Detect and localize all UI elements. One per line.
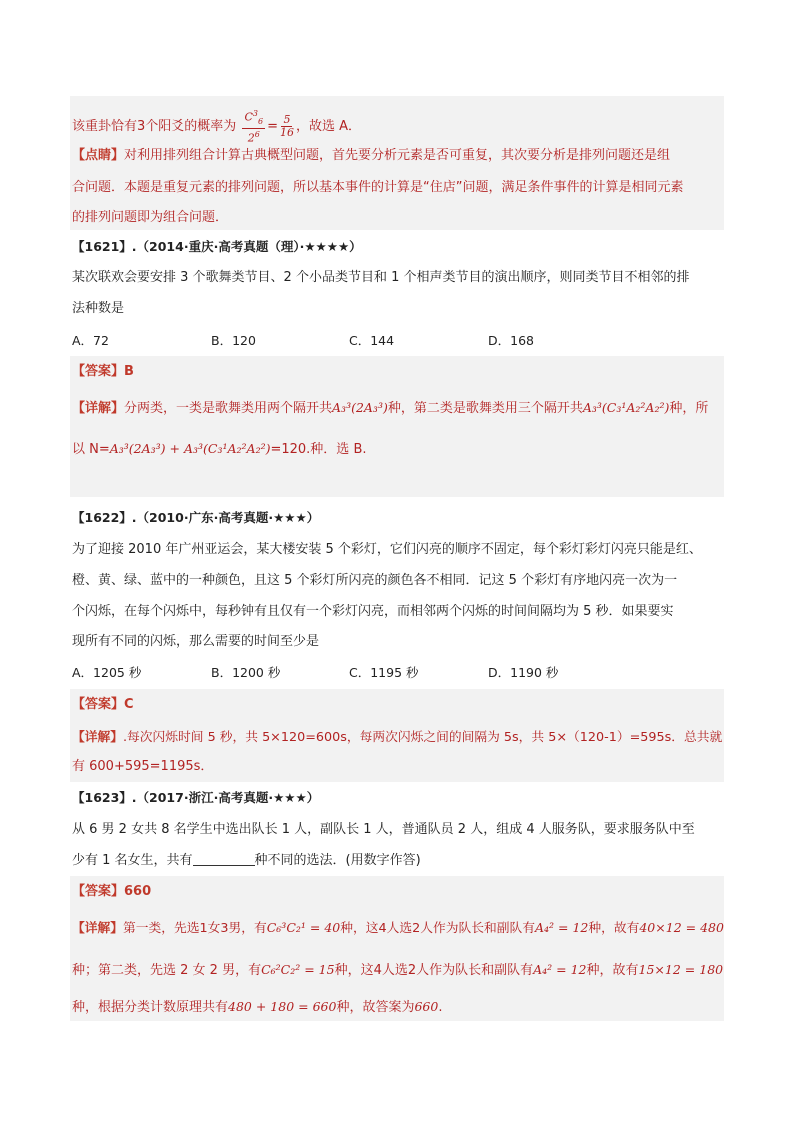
point-line-3: 的排列问题即为组合问题．: [72, 210, 229, 225]
q1622-stem-3: 个闪烁，在每个闪烁中，每秒钟有且仅有一个彩灯闪亮，而相邻两个闪烁的时间间隔均为 5 秒．如果要实: [72, 604, 674, 619]
probability-fraction: $\frac{C^3_6}{2^6}$: [244, 109, 264, 145]
q1623-answer: 【答案】660: [72, 884, 152, 899]
q1622-detail-2: 有 600+595=1195s．: [72, 759, 214, 774]
q1621-detail-1: 【详解】分两类，一类是歌舞类用两个隔开共A₃³(2A₃³)种，第二类是歌舞类用三个隔开共A₃³(C₃¹A₂²A₂²)种，所: [72, 400, 709, 416]
point-line-2: 合问题．本题是重复元素的排列问题，所以基本事件的计算是“住店”问题，满足条件事件的计算是相同元素: [72, 180, 684, 195]
q1622-answer: 【答案】C: [72, 697, 134, 712]
q1621-solution-block: [70, 356, 724, 497]
q1621-option-b: B．120: [211, 333, 256, 348]
q1621-detail-2: 以 N=A₃³(2A₃³) + A₃³(C₃¹A₂²A₂²)=120.种．选 B.: [72, 441, 367, 457]
q1622-detail-1: 【详解】.每次闪烁时间 5 秒，共 5×120=600s，每两次闪烁之间的间隔为 5s，共 5×（120-1）=595s．总共就: [72, 730, 723, 745]
q1622-option-c: C．1195 秒: [349, 665, 419, 680]
q1622-option-b: B．1200 秒: [211, 665, 281, 680]
q1623-detail-1: 【详解】第一类，先选1女3男，有C₆³C₂¹ = 40种，这4人选2人作为队长和副队有A₄² = 12种，故有40×12 = 480: [72, 920, 724, 936]
q1621-option-a: A．72: [72, 333, 109, 348]
q1622-stem-2: 橙、黄、绿、蓝中的一种颜色，且这 5 个彩灯所闪亮的颜色各不相同．记这 5 个彩灯有序地闪亮一次为一: [72, 573, 678, 588]
q1621-stem-2: 法种数是: [72, 301, 125, 316]
q1621-option-c: C．144: [349, 333, 395, 348]
fill-in-blank: [193, 853, 255, 866]
q1621-header: 【1621】.（2014·重庆·高考真题（理）·★★★★）: [72, 239, 362, 254]
q1622-header: 【1622】.（2010·广东·高考真题·★★★）: [72, 510, 320, 525]
q1622-option-a: A．1205 秒: [72, 665, 142, 680]
q1621-answer: 【答案】B: [72, 364, 134, 379]
point-line-1: 【点睛】对利用排列组合计算古典概型问题，首先要分析元素是否可重复，其次要分析是排列问题还是组: [72, 148, 671, 163]
result-fraction: $\frac{5}{16}$: [279, 112, 294, 139]
q1623-header: 【1623】.（2017·浙江·高考真题·★★★）: [72, 790, 320, 805]
q1623-detail-3: 种，根据分类计数原理共有480 + 180 = 660种，故答案为660.: [72, 999, 443, 1015]
q1623-stem-2: 少有 1 名女生，共有 种不同的选法．(用数字作答): [72, 853, 421, 868]
q1622-stem-1: 为了迎接 2010 年广州亚运会，某大楼安装 5 个彩灯，它们闪亮的顺序不固定，每个彩灯彩灯闪亮只能是红、: [72, 542, 702, 557]
q1621-stem-1: 某次联欢会要安排 3 个歌舞类节目、2 个小品类节目和 1 个相声类节目的演出顺序，则同类节目不相邻的排: [72, 270, 690, 285]
q1622-option-d: D．1190 秒: [488, 665, 559, 680]
q1623-stem-1: 从 6 男 2 女共 8 名学生中选出队长 1 人，副队长 1 人，普通队员 2 人，组成 4 人服务队，要求服务队中至: [72, 822, 695, 837]
q1621-option-d: D．168: [488, 333, 534, 348]
prev-conclusion-line: 该重卦恰有3个阳爻的概率为 $\frac{C^3_6}{2^6}$ = $\frac{5}{16}$ ，故选 A．: [72, 109, 361, 145]
q1623-detail-2: 种；第二类，先选 2 女 2 男，有C₆²C₂² = 15种，这4人选2人作为队长和副队有A₄² = 12种，故有15×12 = 180: [72, 962, 724, 978]
q1622-stem-4: 现所有不同的闪烁，那么需要的时间至少是: [72, 634, 320, 649]
